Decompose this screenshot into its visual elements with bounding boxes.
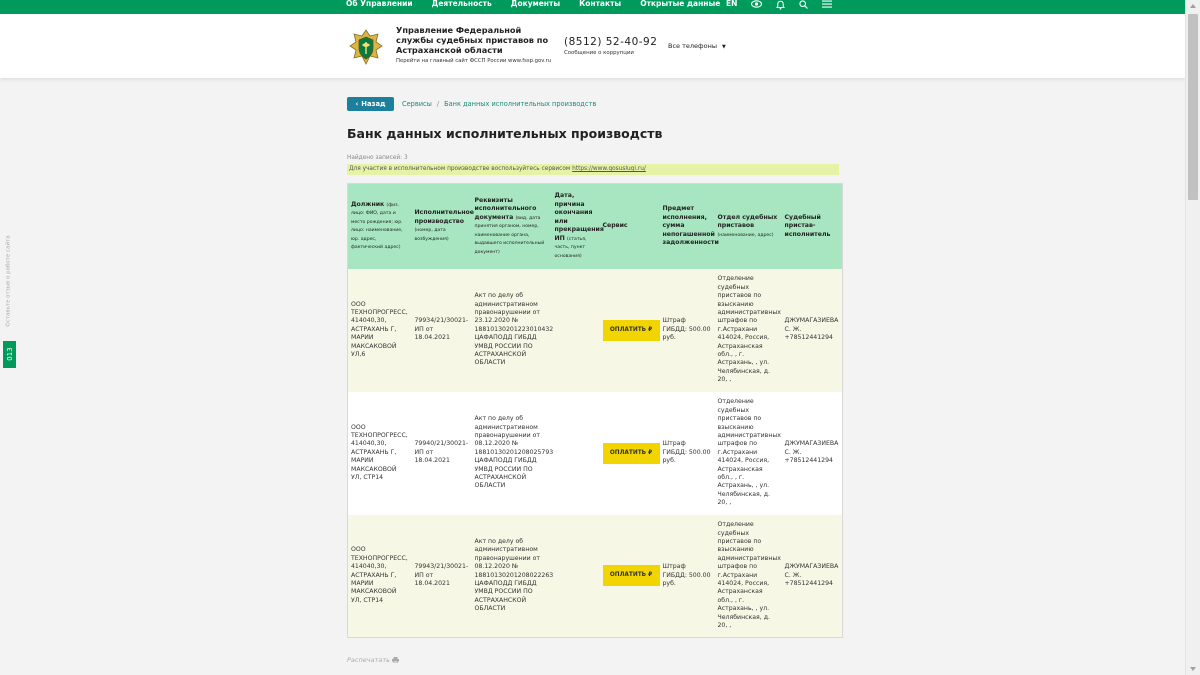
cell-document: Акт по делу об административном правонарушении от 08.12.2020 № 18810130201208022263 ЦАФАПОДД ГИБДД УМВД РОССИИ ПО АСТРАХАНСКОЙ ОБЛАСТИ: [472, 515, 552, 638]
breadcrumb-separator: /: [436, 100, 440, 108]
main-nav: [346, 0, 739, 14]
bell-icon[interactable]: [776, 0, 785, 10]
cell-department: Отделение судебных приставов по взысканию административных штрафов по г.Астрахани 414024, Россия, Астраханская обл., , г. Астрахань, , ул. Челябинская, д. 20, ,: [715, 515, 782, 638]
col-header-service: Сервис: [600, 184, 660, 269]
main-site-link[interactable]: Перейти на главный сайт ФССП России www.fssp.gov.ru: [396, 58, 552, 64]
breadcrumb-services[interactable]: Сервисы: [402, 100, 432, 108]
search-icon[interactable]: [799, 0, 808, 9]
scroll-up-icon[interactable]: [1190, 4, 1196, 8]
phone-block: [564, 36, 657, 56]
cell-subject: Штраф ГИБДД: 500.00 руб.: [660, 392, 715, 515]
proceedings-table: [347, 183, 843, 638]
org-block: [396, 25, 556, 64]
hotline-phone: (8512) 52-40-92: [564, 36, 658, 48]
nav-item-open-data[interactable]: Открытые данные: [640, 0, 721, 8]
feedback-tab[interactable]: [3, 236, 13, 331]
col-header-department: Отдел судебных приставов (наименование, адрес): [715, 184, 782, 269]
pay-button[interactable]: ОПЛАТИТЬ ₽: [603, 320, 660, 341]
all-phones-dropdown[interactable]: [668, 42, 726, 50]
cell-service: [600, 515, 660, 638]
back-button[interactable]: [347, 97, 394, 111]
back-button-label: Назад: [361, 100, 386, 108]
cell-bailiff: ДЖУМАГАЗИЕВА С. Ж. +78512441294: [782, 392, 843, 515]
cell-proceeding: 79940/21/30021-ИП от 18.04.2021: [412, 392, 472, 515]
cell-debtor: ООО ТЕХНОПРОГРЕСС, 414040,30, АСТРАХАНЬ Г, МАРИИ МАКСАКОВОЙ УЛ, СТР14: [348, 515, 412, 638]
cell-debtor: ООО ТЕХНОПРОГРЕСС, 414040,30, АСТРАХАНЬ Г, МАРИИ МАКСАКОВОЙ УЛ,6: [348, 269, 412, 392]
scrollbar-thumb[interactable]: [1188, 14, 1198, 200]
cell-end: [552, 392, 600, 515]
table-row: [348, 269, 843, 392]
col-header-proceeding: Исполнительное производство (номер, дата возбуждения): [412, 184, 472, 269]
cell-bailiff: ДЖУМАГАЗИЕВА С. Ж. +78512441294: [782, 515, 843, 638]
cell-department: Отделение судебных приставов по взысканию административных штрафов по г.Астрахани 414024, Россия, Астраханская обл., , г. Астрахань, , ул. Челябинская, д. 20, ,: [715, 392, 782, 515]
nav-item-contacts[interactable]: Контакты: [579, 0, 622, 8]
cell-service: [600, 269, 660, 392]
lang-switch[interactable]: EN: [726, 0, 738, 8]
gosuslugi-notice: [347, 164, 839, 175]
notice-text: Для участия в исполнительном производстве воспользуйтесь сервисом: [349, 166, 573, 172]
print-link[interactable]: [347, 656, 399, 664]
menu-icon[interactable]: [822, 0, 832, 8]
cell-end: [552, 515, 600, 638]
chevron-down-icon: ▼: [721, 44, 726, 50]
corruption-report-link[interactable]: Сообщение о коррупции: [564, 50, 634, 56]
nav-item-about[interactable]: Об Управлении: [346, 0, 413, 8]
pay-button[interactable]: ОПЛАТИТЬ ₽: [603, 443, 660, 464]
nav-item-documents[interactable]: Документы: [510, 0, 561, 8]
cell-subject: Штраф ГИБДД: 500.00 руб.: [660, 269, 715, 392]
site-header: [0, 14, 1185, 78]
cell-debtor: ООО ТЕХНОПРОГРЕСС, 414040,30, АСТРАХАНЬ Г, МАРИИ МАКСАКОВОЙ УЛ, СТР14: [348, 392, 412, 515]
cell-department: Отделение судебных приставов по взысканию административных штрафов по г.Астрахани 414024, Россия, Астраханская обл., , г. Астрахань, , ул. Челябинская, д. 20, ,: [715, 269, 782, 392]
page-title: Банк данных исполнительных производств: [347, 126, 663, 141]
side-badge[interactable]: [3, 341, 16, 368]
cell-document: Акт по делу об административном правонарушении от 23.12.2020 № 18810130201223010432 ЦАФАПОДД ГИБДД УМВД РОССИИ ПО АСТРАХАНСКОЙ ОБЛАСТИ: [472, 269, 552, 392]
scroll-down-icon[interactable]: [1190, 667, 1196, 671]
top-nav-tools: [726, 0, 846, 14]
org-name[interactable]: Управление Федеральной службы судебных приставов по Астраханской области: [396, 25, 549, 55]
col-header-document: Реквизиты исполнительного документа (вид, дата принятия органом, номер, наименование органа, выдавшего исполнительный документ): [472, 184, 552, 269]
col-header-end: Дата, причина окончания или прекращения ИП (статья, часть, пункт основания): [552, 184, 600, 269]
cell-document: Акт по делу об административном правонарушении от 08.12.2020 № 18810130201208025793 ЦАФАПОДД ГИБДД УМВД РОССИИ ПО АСТРАХАНСКОЙ ОБЛАСТИ: [472, 392, 552, 515]
eye-icon[interactable]: [751, 0, 762, 8]
pay-button[interactable]: ОПЛАТИТЬ ₽: [603, 565, 660, 586]
table-header-row: [348, 184, 843, 269]
printer-icon: [392, 657, 399, 663]
back-arrow-icon: ‹: [355, 100, 359, 108]
cell-subject: Штраф ГИБДД: 500.00 руб.: [660, 515, 715, 638]
breadcrumb-current[interactable]: Банк данных исполнительных производств: [444, 100, 597, 108]
all-phones-label: Все телефоны: [668, 42, 717, 50]
top-nav-bar: [0, 0, 1185, 14]
col-header-debtor: Должник (физ. лицо: ФИО, дата и место рождения; юр. лицо: наименование, юр. адрес, фактический адрес): [348, 184, 412, 269]
fssp-emblem-icon[interactable]: [348, 28, 384, 66]
page-scrollbar[interactable]: [1185, 0, 1200, 675]
col-header-subject: Предмет исполнения, сумма непогашенной задолженности: [660, 184, 715, 269]
nav-item-activity[interactable]: Деятельность: [431, 0, 492, 8]
cell-proceeding: 79934/21/30021-ИП от 18.04.2021: [412, 269, 472, 392]
cell-bailiff: ДЖУМАГАЗИЕВА С. Ж. +78512441294: [782, 269, 843, 392]
table-row: [348, 515, 843, 638]
print-label: Распечатать: [347, 656, 390, 664]
cell-proceeding: 79943/21/30021-ИП от 18.04.2021: [412, 515, 472, 638]
breadcrumb: [402, 100, 596, 108]
side-badge-label: 013: [6, 347, 14, 361]
records-found: Найдено записей: 3: [347, 155, 408, 161]
cell-service: [600, 392, 660, 515]
cell-end: [552, 269, 600, 392]
gosuslugi-link[interactable]: https://www.gosuslugi.ru/: [572, 166, 646, 172]
feedback-label: Оставьте отзыв о работе сайта: [5, 235, 12, 327]
table-row: [348, 392, 843, 515]
col-header-bailiff: Судебный пристав-исполнитель: [782, 184, 843, 269]
